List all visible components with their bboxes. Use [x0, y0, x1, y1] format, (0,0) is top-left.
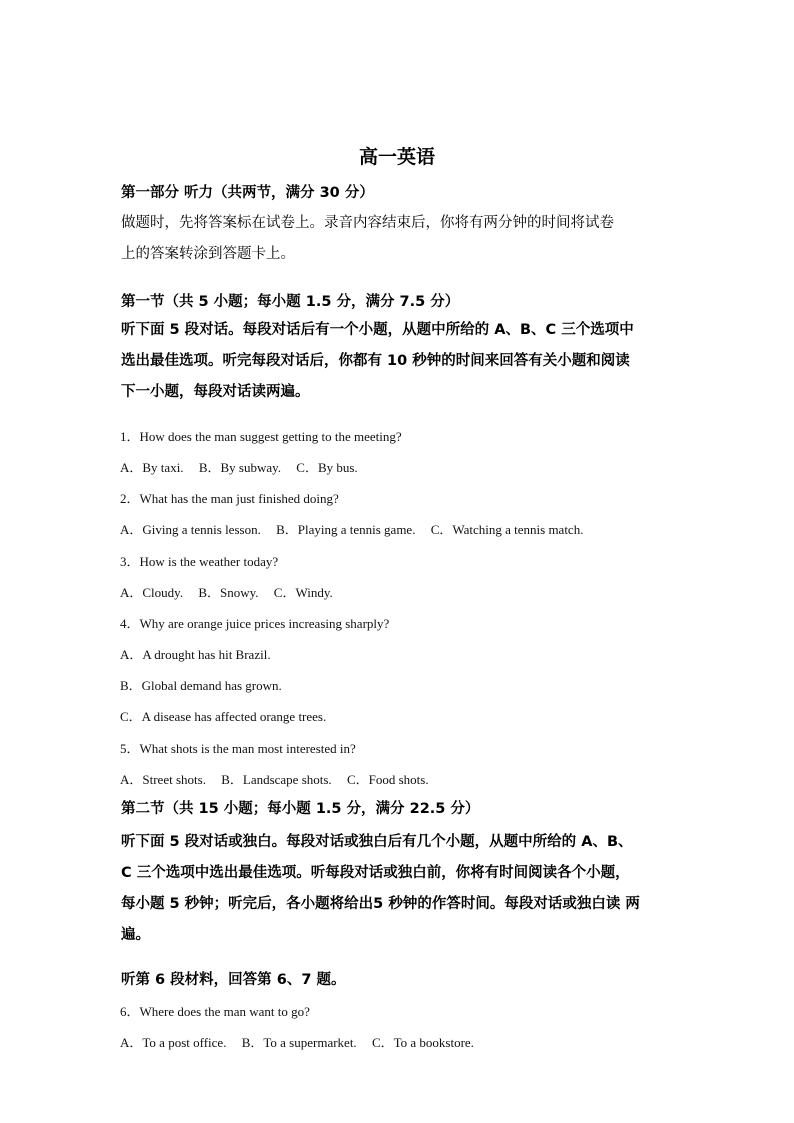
- instruction-line: 听下面 5 段对话。每段对话后有一个小题，从题中所给的 A、B、C 三个选项中: [121, 322, 634, 338]
- option-a: A．By taxi.: [120, 460, 184, 475]
- section1-heading: 第一节（共 5 小题；每小题 1.5 分，满分 7.5 分）: [121, 294, 460, 310]
- question-5: 5．What shots is the man most interested in?: [120, 741, 356, 756]
- option-a: A．To a post office.: [120, 1035, 227, 1050]
- part1-heading: 第一部分 听力（共两节，满分 30 分）: [121, 185, 374, 201]
- option-c: C．By bus.: [296, 460, 358, 475]
- option-c: C．Watching a tennis match.: [430, 522, 584, 537]
- question-2: 2．What has the man just finished doing?: [120, 491, 339, 506]
- option-b: B．Snowy.: [198, 585, 259, 600]
- option-b: B．To a supermarket.: [241, 1035, 357, 1050]
- part1-instructions: [121, 208, 696, 270]
- option-c: C．To a bookstore.: [371, 1035, 474, 1050]
- question-1: 1．How does the man suggest getting to the meeting?: [120, 429, 402, 444]
- question-2-options: [120, 519, 595, 538]
- option-c: C．Food shots.: [346, 772, 429, 787]
- option-a: A．A drought has hit Brazil.: [120, 647, 271, 662]
- section2-heading: 第二节（共 15 小题；每小题 1.5 分，满分 22.5 分）: [121, 801, 480, 817]
- instruction-line: 上的答案转涂到答题卡上。: [121, 246, 295, 262]
- option-a: A．Cloudy.: [120, 585, 184, 600]
- instruction-line: 遍。: [121, 927, 150, 943]
- option-c: C．Windy.: [273, 585, 333, 600]
- instruction-line: 做题时，先将答案标在试卷上。录音内容结束后，你将有两分钟的时间将试卷: [121, 215, 614, 231]
- option-b: B．By subway.: [198, 460, 282, 475]
- instruction-line: C 三个选项中选出最佳选项。听每段对话或独白前，你将有时间阅读各个小题，: [121, 865, 630, 881]
- question-3: 3．How is the weather today?: [120, 554, 279, 569]
- material-6-heading: 听第 6 段材料，回答第 6、7 题。: [121, 972, 346, 988]
- instruction-line: 下一小题，每段对话读两遍。: [121, 384, 310, 400]
- option-a: A．Street shots.: [120, 772, 206, 787]
- question-1-options: [120, 457, 370, 476]
- option-a: A．Giving a tennis lesson.: [120, 522, 261, 537]
- option-c: C．A disease has affected orange trees.: [120, 709, 327, 724]
- option-b: B．Global demand has grown.: [120, 678, 282, 693]
- question-6: 6．Where does the man want to go?: [120, 1004, 310, 1019]
- page-title: 高一英语: [358, 146, 435, 168]
- option-b: B．Playing a tennis game.: [276, 522, 416, 537]
- instruction-line: 选出最佳选项。听完每段对话后，你都有 10 秒钟的时间来回答有关小题和阅读: [121, 353, 630, 369]
- question-5-options: [120, 769, 441, 788]
- instruction-line: 听下面 5 段对话或独白。每段对话或独白后有几个小题，从题中所给的 A、B、: [121, 834, 633, 850]
- question-4: 4．Why are orange juice prices increasing sharply?: [120, 616, 390, 631]
- question-6-options: [120, 1032, 486, 1051]
- instruction-line: 每小题 5 秒钟；听完后，各小题将给出5 秒钟的作答时间。每段对话或独白读 两: [121, 896, 640, 912]
- section1-instructions: [121, 315, 696, 408]
- option-b: B．Landscape shots.: [221, 772, 332, 787]
- question-3-options: [120, 582, 345, 601]
- section2-instructions: [121, 827, 696, 951]
